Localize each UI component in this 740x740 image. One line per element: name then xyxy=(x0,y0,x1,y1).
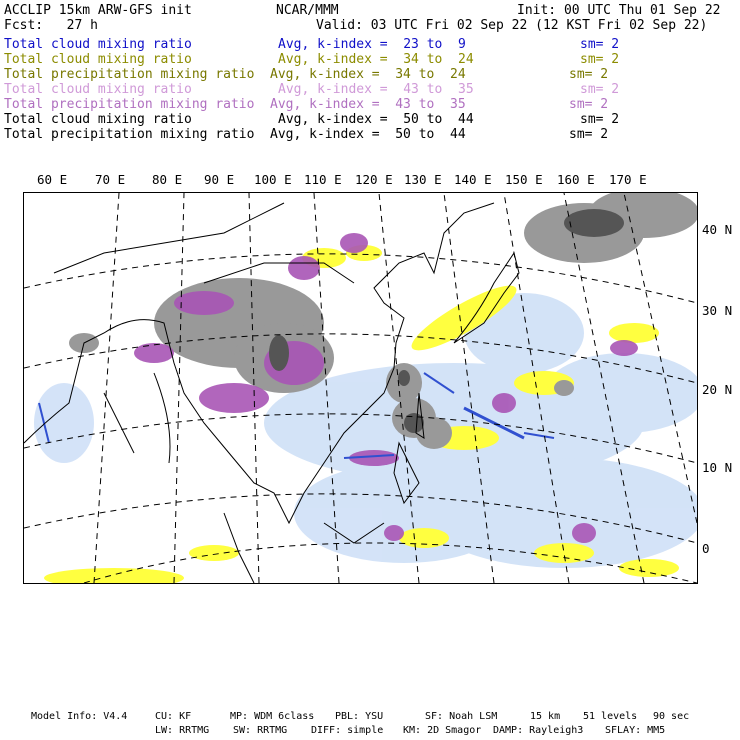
footer-lw: LW: RRTMG xyxy=(155,725,210,736)
lat-label: 20 N xyxy=(702,382,733,397)
legend-field: Total precipitation mixing ratio xyxy=(4,127,255,142)
footer-damp: DAMP: Rayleigh3 xyxy=(493,725,584,736)
lon-label: 150 E xyxy=(505,172,543,187)
footer-pbl: PBL: YSU xyxy=(335,711,384,722)
footer-diff: DIFF: simple xyxy=(311,725,384,736)
map-svg xyxy=(24,193,697,583)
legend-avg: Avg, k-index = 34 to 24 xyxy=(270,67,466,82)
lon-label: 70 E xyxy=(95,172,126,187)
lon-label: 110 E xyxy=(304,172,342,187)
forecast-hour: Fcst: 27 h xyxy=(4,18,98,33)
legend-avg: Avg, k-index = 23 to 9 xyxy=(278,37,466,52)
center-label: NCAR/MMM xyxy=(276,3,339,18)
lon-label: 160 E xyxy=(557,172,595,187)
lon-label: 120 E xyxy=(355,172,393,187)
footer-sf: SF: Noah LSM xyxy=(425,711,498,722)
legend-sm: sm= 2 xyxy=(580,112,620,127)
valid-time: Valid: 03 UTC Fri 02 Sep 22 (12 KST Fri 02 Sep 22) xyxy=(316,18,708,33)
legend-sm: sm= 2 xyxy=(580,37,620,52)
legend-avg: Avg, k-index = 34 to 24 xyxy=(278,52,474,67)
footer-cu: CU: KF xyxy=(155,711,192,722)
legend-field: Total cloud mixing ratio xyxy=(4,82,192,97)
footer-sflay: SFLAY: MM5 xyxy=(605,725,666,736)
lon-label: 60 E xyxy=(37,172,68,187)
legend-field: Total cloud mixing ratio xyxy=(4,112,192,127)
lon-label: 130 E xyxy=(404,172,442,187)
legend-field: Total cloud mixing ratio xyxy=(4,37,192,52)
footer-model-info: Model Info: V4.4 xyxy=(31,711,128,722)
lat-label: 0 xyxy=(702,541,710,556)
footer-mp: MP: WDM 6class xyxy=(230,711,315,722)
legend-sm: sm= 2 xyxy=(569,97,609,112)
lon-label: 90 E xyxy=(204,172,235,187)
lon-label: 80 E xyxy=(152,172,183,187)
lat-label: 40 N xyxy=(702,222,733,237)
legend-avg: Avg, k-index = 43 to 35 xyxy=(270,97,466,112)
lat-label: 10 N xyxy=(702,460,733,475)
legend-sm: sm= 2 xyxy=(580,52,620,67)
legend-field: Total precipitation mixing ratio xyxy=(4,67,255,82)
legend-field: Total precipitation mixing ratio xyxy=(4,97,255,112)
footer-dt: 90 sec xyxy=(653,711,690,722)
footer-sw: SW: RRTMG xyxy=(233,725,288,736)
lon-label: 140 E xyxy=(454,172,492,187)
lon-label: 100 E xyxy=(254,172,292,187)
map-panel xyxy=(23,192,698,584)
legend-avg: Avg, k-index = 50 to 44 xyxy=(278,112,474,127)
legend-avg: Avg, k-index = 43 to 35 xyxy=(278,82,474,97)
lat-label: 30 N xyxy=(702,303,733,318)
legend-field: Total cloud mixing ratio xyxy=(4,52,192,67)
footer-levels: 51 levels xyxy=(583,711,638,722)
footer-res: 15 km xyxy=(530,711,561,722)
footer-km: KM: 2D Smagor xyxy=(403,725,482,736)
legend-sm: sm= 2 xyxy=(569,127,609,142)
legend-sm: sm= 2 xyxy=(580,82,620,97)
legend-avg: Avg, k-index = 50 to 44 xyxy=(270,127,466,142)
model-title: ACCLIP 15km ARW-GFS init xyxy=(4,3,192,18)
legend-sm: sm= 2 xyxy=(569,67,609,82)
init-time: Init: 00 UTC Thu 01 Sep 22 xyxy=(517,3,721,18)
lon-label: 170 E xyxy=(609,172,647,187)
